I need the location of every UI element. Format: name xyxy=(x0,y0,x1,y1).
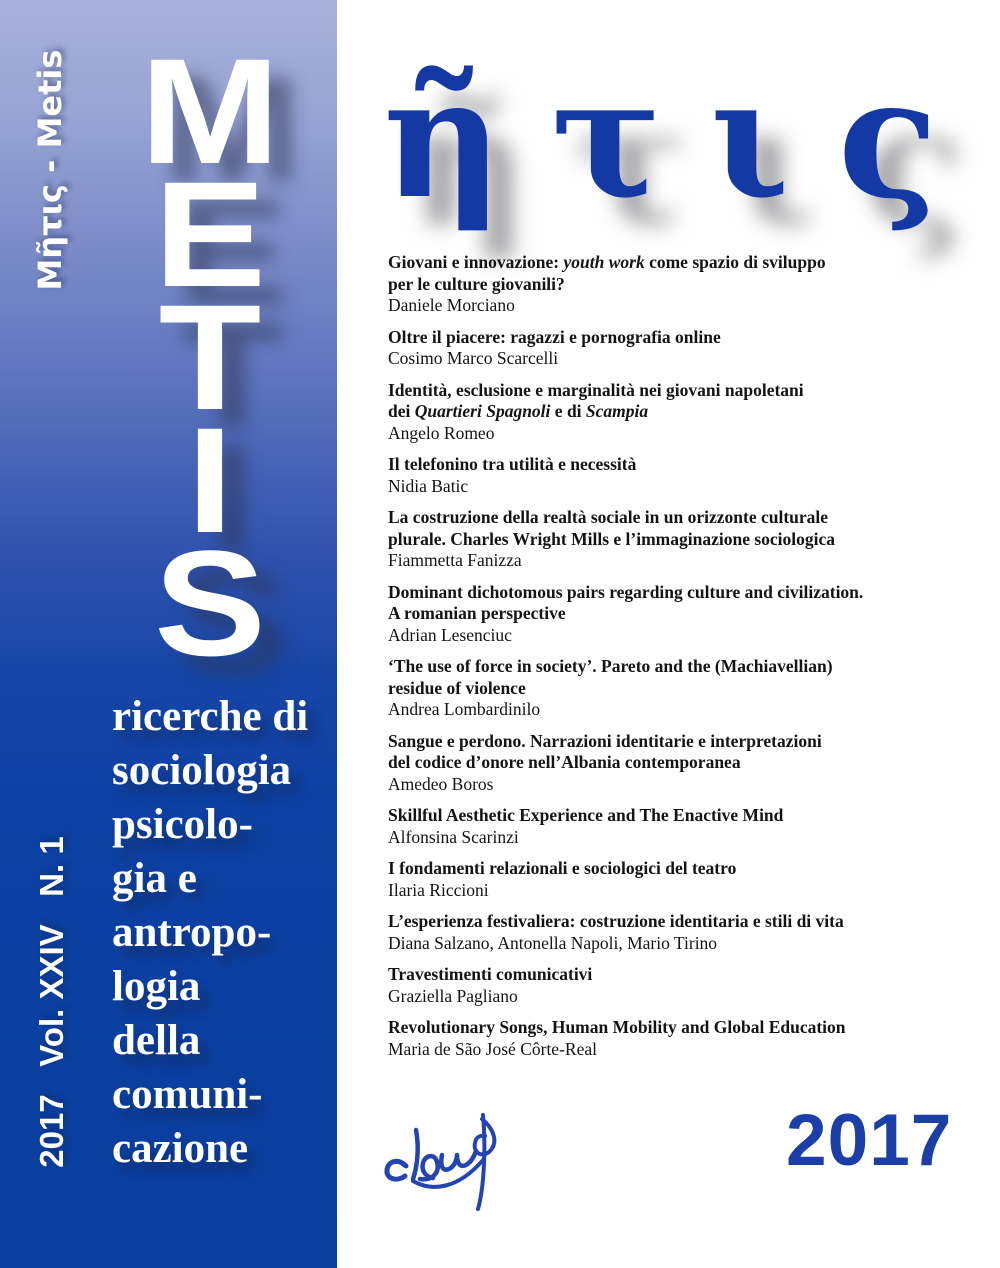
article-item xyxy=(388,454,1000,497)
article-authors: Angelo Romeo xyxy=(388,422,495,443)
article-title: Oltre il piacere: ragazzi e pornografia online xyxy=(388,326,721,347)
article-title: Il telefonino tra utilità e necessità xyxy=(388,454,637,474)
article-item xyxy=(388,380,1000,445)
volume-info: 2017 Vol. XXIV N. 1 xyxy=(33,836,70,1168)
subtitle xyxy=(112,690,308,1176)
subtitle-line: comuni- xyxy=(112,1071,263,1118)
masthead-letter: S xyxy=(153,519,267,687)
greek-title: ῆτις xyxy=(383,41,987,235)
article-item xyxy=(388,911,1000,954)
masthead xyxy=(76,27,345,687)
article-authors: Andrea Lombardinilo xyxy=(388,699,541,719)
masthead-letter: M xyxy=(140,27,280,195)
article-authors: Fiammetta Fanizza xyxy=(388,550,522,570)
article-item xyxy=(388,507,1000,572)
cleup-letter-c xyxy=(387,1161,406,1179)
cover-left-panel xyxy=(0,0,337,1268)
subtitle-line: cazione xyxy=(112,1125,249,1172)
subtitle-line: della xyxy=(112,1017,201,1064)
subtitle-line: antropo- xyxy=(112,909,272,956)
article-item xyxy=(388,858,1000,901)
article-title: La costruzione della realtà sociale in un orizzonte culturale plurale. Charles Wright Mills e l’immaginazione sociologica xyxy=(388,507,836,549)
article-authors: Maria de São José Côrte-Real xyxy=(388,1038,597,1059)
year-text: 2017 xyxy=(786,1100,953,1181)
article-item xyxy=(388,805,1000,848)
article-authors: Adrian Lesenciuc xyxy=(388,624,512,645)
article-authors: Diana Salzano, Antonella Napoli, Mario Tirino xyxy=(388,932,718,953)
article-authors: Cosimo Marco Scarcelli xyxy=(388,348,559,368)
article-item xyxy=(388,582,1000,647)
article-title: Sangue e perdono. Narrazioni identitarie e interpretazioni del codice d’onore nell’Albania contemporanea xyxy=(388,730,822,772)
article-title: ‘The use of force in society’. Pareto and the (Machiavellian) residue of violence xyxy=(388,656,833,698)
masthead-letter: I xyxy=(186,396,234,564)
article-authors: Graziella Pagliano xyxy=(388,985,518,1006)
article-title: Dominant dichotomous pairs regarding culture and civilization. A romanian perspective xyxy=(388,581,864,623)
article-authors: Alfonsina Scarinzi xyxy=(388,826,519,847)
subtitle-line: gia e xyxy=(112,855,197,902)
article-title: Identità, esclusione e marginalità nei giovani napoletani dei Quartieri Spagnoli e di Scampia xyxy=(388,379,804,421)
subtitle-line: psicolo- xyxy=(112,801,253,848)
subtitle-line: sociologia xyxy=(112,747,292,794)
article-authors: Amedeo Boros xyxy=(388,773,494,794)
article-title: Revolutionary Songs, Human Mobility and Global Education xyxy=(388,1017,846,1037)
article-item xyxy=(388,731,1000,796)
subtitle-line: logia xyxy=(112,963,201,1010)
spine-title: Μῆτις - Metis xyxy=(31,49,69,291)
article-item xyxy=(388,252,1000,317)
article-title: Travestimenti comunicativi xyxy=(388,964,593,984)
cleup-logo xyxy=(380,1102,508,1214)
masthead-letter: E xyxy=(153,150,267,318)
article-list xyxy=(388,252,1000,1070)
article-item xyxy=(388,964,1000,1007)
article-title: L’esperienza festivaliera: costruzione identitaria e stili di vita xyxy=(388,911,844,931)
article-title: Skillful Aesthetic Experience and The Enactive Mind xyxy=(388,805,784,825)
cleup-letter-e xyxy=(420,1156,438,1179)
article-title: Giovani e innovazione: youth work come spazio di sviluppo per le culture giovanili? xyxy=(388,252,826,294)
article-authors: Daniele Morciano xyxy=(388,295,515,315)
cleup-letter-l xyxy=(413,1130,418,1179)
article-authors: Ilaria Riccioni xyxy=(388,879,489,900)
cleup-letter-u xyxy=(441,1151,476,1170)
article-authors: Nidia Batic xyxy=(388,475,469,496)
article-item xyxy=(388,656,1000,721)
subtitle-line: ricerche di xyxy=(112,693,309,740)
article-title: I fondamenti relazionali e sociologici del teatro xyxy=(388,858,737,878)
article-item xyxy=(388,327,1000,370)
masthead-letter: T xyxy=(158,273,262,441)
article-item xyxy=(388,1017,1000,1060)
